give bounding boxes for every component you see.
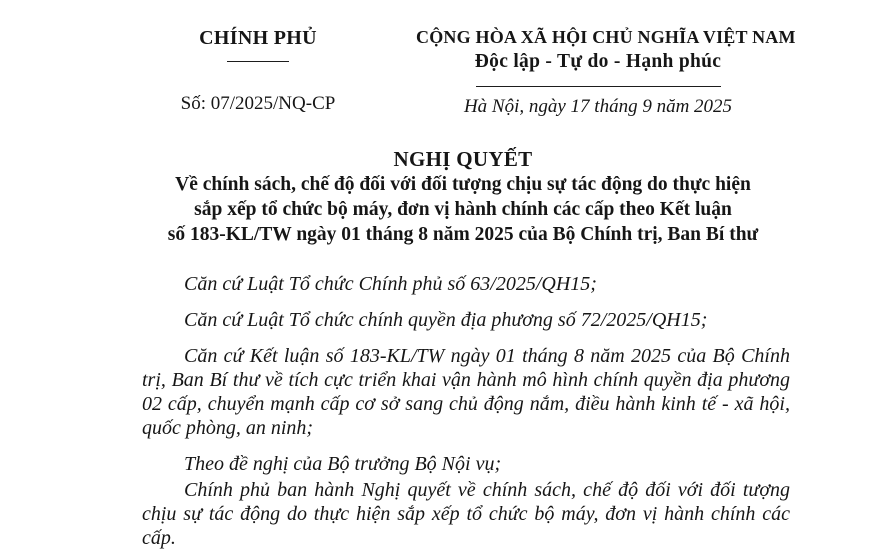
document-body [142, 272, 790, 550]
header-issuer-block [150, 27, 366, 115]
legal-basis-paragraph-3: Căn cứ Kết luận số 183-KL/TW ngày 01 tháng 8 năm 2025 của Bộ Chính trị, Ban Bí thư về tích cực triển khai vận hành mô hình chính quyền địa phương 02 cấp, chuyển mạnh cấp cơ sở sang chủ động nắm, điều hành kinh tế - xã hội, quốc phòng, an ninh; [142, 345, 790, 439]
document-subject-line-1: Về chính sách, chế độ đối với đối tượng chịu sự tác động do thực hiện [175, 174, 751, 195]
document-number: Số: 07/2025/NQ-CP [180, 93, 336, 114]
issuer-name: CHÍNH PHỦ [199, 27, 317, 49]
clipped-bottom-paragraph: Chính phủ ban hành Nghị quyết về chính sách, chế độ đối với đối tượng chịu sự tác động do thực hiện sắp xếp tổ chức bộ máy, đơn vị hành chính các cấp. [142, 479, 790, 549]
national-title: CỘNG HÒA XÃ HỘI CHỦ NGHĨA VIỆT NAM [416, 27, 796, 47]
header-national-block [416, 27, 796, 118]
issuer-separator-rule [227, 61, 289, 62]
document-subject-line-3: số 183-KL/TW ngày 01 tháng 8 năm 2025 của Bộ Chính trị, Ban Bí thư [167, 224, 759, 245]
national-motto: Độc lập - Tự do - Hạnh phúc [474, 51, 722, 72]
place-date-line: Hà Nội, ngày 17 tháng 9 năm 2025 [463, 96, 733, 117]
document-type-title: NGHỊ QUYẾT [393, 147, 533, 171]
legal-basis-paragraph-1: Căn cứ Luật Tổ chức Chính phủ số 63/2025/QH15; [184, 273, 597, 295]
title-block [118, 146, 808, 247]
legal-basis-paragraph-2: Căn cứ Luật Tổ chức chính quyền địa phương số 72/2025/QH15; [184, 309, 708, 331]
document-subject-line-2: sắp xếp tổ chức bộ máy, đơn vị hành chính các cấp theo Kết luận [194, 199, 732, 220]
proposal-paragraph: Theo đề nghị của Bộ trưởng Bộ Nội vụ; [184, 453, 502, 475]
motto-separator-rule [476, 86, 721, 87]
